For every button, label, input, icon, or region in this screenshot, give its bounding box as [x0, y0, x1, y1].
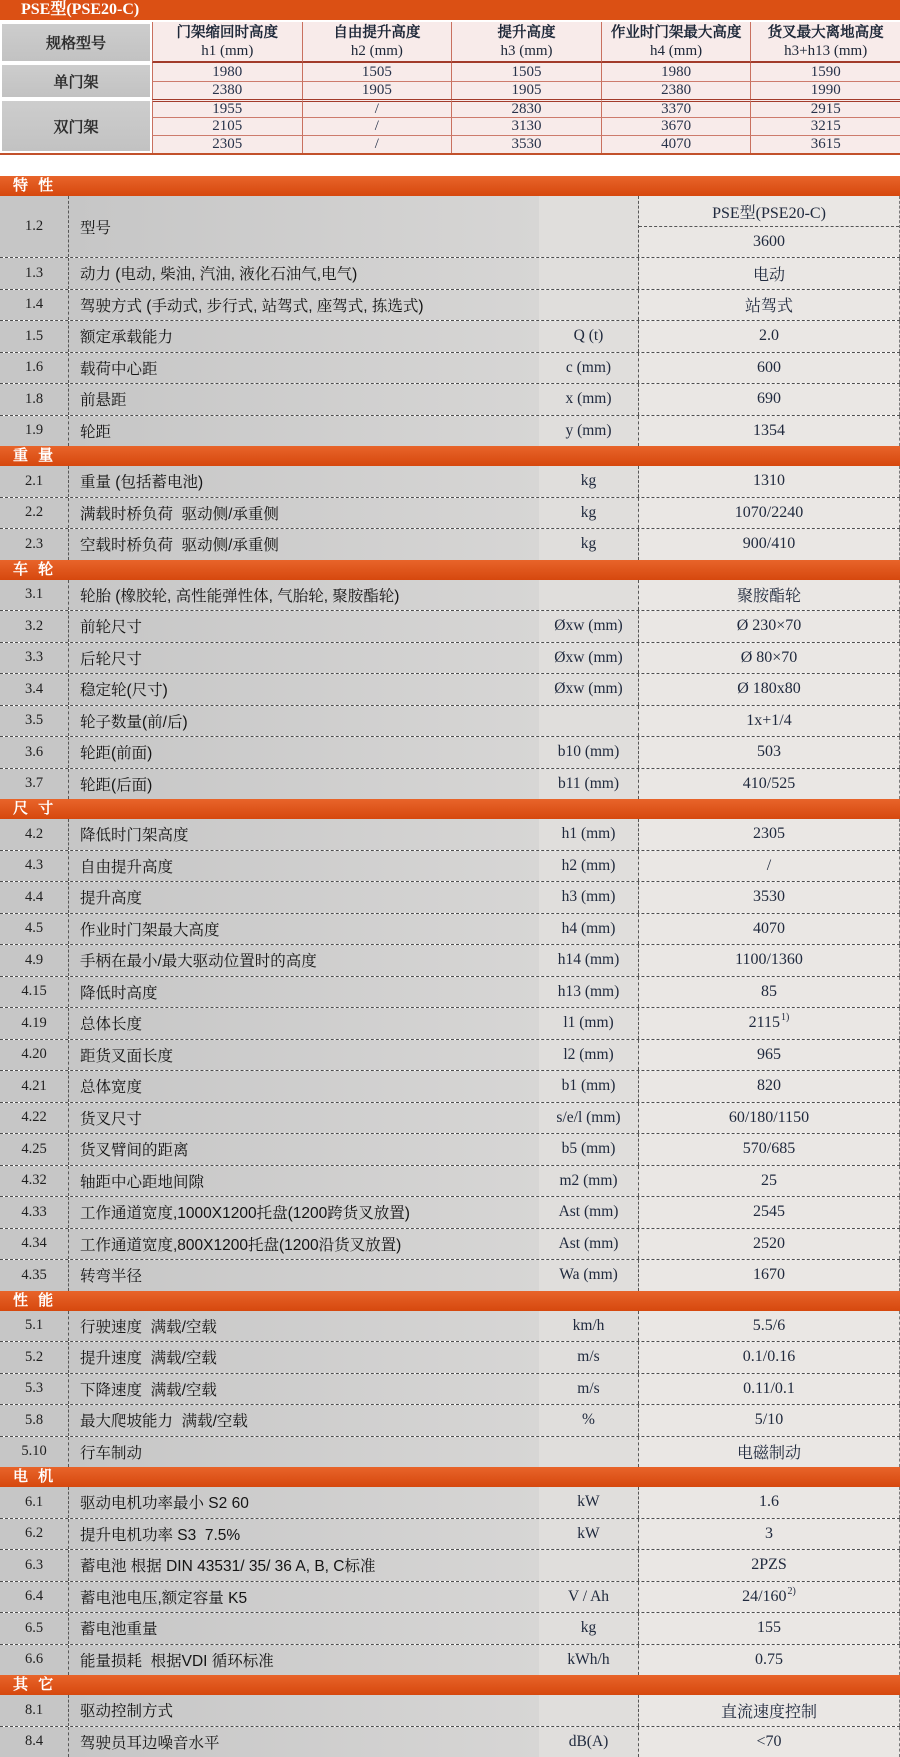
- spec-row: [0, 642, 900, 674]
- row-number: 5.1: [0, 1311, 69, 1342]
- row-value: 820: [639, 1071, 900, 1102]
- spec-row: [0, 1133, 900, 1165]
- row-number: 4.22: [0, 1103, 69, 1134]
- row-unit: V / Ah: [539, 1582, 639, 1613]
- row-number: 4.25: [0, 1134, 69, 1165]
- spec-row: [0, 1070, 900, 1102]
- row-value: 690: [639, 384, 900, 415]
- spec-row: [0, 352, 900, 384]
- row-unit: kg: [539, 466, 639, 497]
- row-value: 155: [639, 1613, 900, 1644]
- row-number: 5.8: [0, 1405, 69, 1436]
- mast-value-cell: /: [302, 135, 452, 153]
- row-unit: c (mm): [539, 353, 639, 384]
- mast-value-cell: 3670: [601, 117, 751, 135]
- row-number: 4.15: [0, 977, 69, 1008]
- row-unit: kg: [539, 1613, 639, 1644]
- row-value: 1070/2240: [639, 498, 900, 529]
- row-number: 4.35: [0, 1260, 69, 1291]
- mast-column-header-name: 门架缩回时高度: [177, 24, 279, 43]
- row-number: 5.10: [0, 1437, 69, 1468]
- row-value: 3530: [639, 882, 900, 913]
- mast-value-cell: 3530: [451, 135, 601, 153]
- row-number: 2.2: [0, 498, 69, 529]
- section-header: 重 量: [0, 446, 900, 466]
- spec-row: [0, 257, 900, 289]
- spec-row: [0, 705, 900, 737]
- row-unit: [539, 1550, 639, 1581]
- row-value: 2.0: [639, 321, 900, 352]
- model-title-bar: PSE型(PSE20-C): [0, 0, 900, 20]
- row-number: 4.33: [0, 1197, 69, 1228]
- row-value: 965: [639, 1040, 900, 1071]
- row-unit: %: [539, 1405, 639, 1436]
- row-value: /: [639, 851, 900, 882]
- mast-column-header-symbol: h3 (mm): [500, 43, 552, 60]
- spec-row: [0, 673, 900, 705]
- section-header: 电 机: [0, 1467, 900, 1487]
- spec-row: [0, 1007, 900, 1039]
- spec-row: [0, 1373, 900, 1405]
- row-label: 总体长度: [69, 1008, 539, 1039]
- row-value-line-2: 3600: [639, 226, 899, 257]
- mast-value-cell: 3215: [750, 117, 900, 135]
- row-number: 4.19: [0, 1008, 69, 1039]
- mast-value-cell: 3370: [601, 99, 751, 117]
- spec-row: [0, 415, 900, 447]
- row-unit: kW: [539, 1519, 639, 1550]
- row-unit: h13 (mm): [539, 977, 639, 1008]
- mast-column-header: [152, 22, 302, 63]
- section-header: 特 性: [0, 176, 900, 196]
- spec-row: [0, 1644, 900, 1676]
- section-header: 车 轮: [0, 560, 900, 580]
- row-label: 额定承载能力: [69, 321, 539, 352]
- row-unit: h2 (mm): [539, 851, 639, 882]
- spec-row: [0, 1487, 900, 1518]
- row-unit: h1 (mm): [539, 819, 639, 850]
- row-value: 4070: [639, 914, 900, 945]
- spec-row: [0, 1518, 900, 1550]
- row-number: 6.1: [0, 1487, 69, 1518]
- row-unit: Øxw (mm): [539, 643, 639, 674]
- row-number: 1.5: [0, 321, 69, 352]
- mast-column-header: [750, 22, 900, 63]
- section-header: 其 它: [0, 1675, 900, 1695]
- row-number: 4.20: [0, 1040, 69, 1071]
- row-value: 1.6: [639, 1487, 900, 1518]
- mast-value-cell: 1505: [451, 63, 601, 81]
- row-value: 2520: [639, 1229, 900, 1260]
- row-unit: y (mm): [539, 416, 639, 447]
- mast-value-cell: 3130: [451, 117, 601, 135]
- spec-row: [0, 580, 900, 611]
- row-label: 总体宽度: [69, 1071, 539, 1102]
- row-value: 410/525: [639, 769, 900, 800]
- row-number: 3.2: [0, 611, 69, 642]
- row-label: 蓄电池 根据 DIN 43531/ 35/ 36 A, B, C标准: [69, 1550, 539, 1581]
- row-value: 1670: [639, 1260, 900, 1291]
- row-unit: x (mm): [539, 384, 639, 415]
- row-number: 1.9: [0, 416, 69, 447]
- row-number: 5.2: [0, 1342, 69, 1373]
- mast-column-header-name: 提升高度: [497, 24, 555, 43]
- row-label: 满载时桥负荷 驱动侧/承重侧: [69, 498, 539, 529]
- spec-row: [0, 497, 900, 529]
- row-label: 驱动控制方式: [69, 1695, 539, 1726]
- row-value: 0.11/0.1: [639, 1374, 900, 1405]
- row-number: 2.3: [0, 529, 69, 560]
- row-number: 1.6: [0, 353, 69, 384]
- spec-row: [0, 1039, 900, 1071]
- row-label: 空载时桥负荷 驱动侧/承重侧: [69, 529, 539, 560]
- mast-column-header-symbol: h1 (mm): [201, 43, 253, 60]
- spec-row: [0, 1341, 900, 1373]
- spec-row: [0, 383, 900, 415]
- mast-value-cell: 2305: [152, 135, 302, 153]
- mast-column-header-name: 自由提升高度: [333, 24, 420, 43]
- row-unit: m2 (mm): [539, 1166, 639, 1197]
- mast-value-cell: 2915: [750, 99, 900, 117]
- row-number: 1.3: [0, 258, 69, 289]
- mast-value-cell: 1955: [152, 99, 302, 117]
- row-value: Ø 80×70: [639, 643, 900, 674]
- row-label: 型号: [69, 196, 539, 257]
- row-label: 载荷中心距: [69, 353, 539, 384]
- mast-value-cell: 2380: [601, 81, 751, 99]
- row-value: 1x+1/4: [639, 706, 900, 737]
- spec-row: [0, 1726, 900, 1757]
- row-label: 重量 (包括蓄电池): [69, 466, 539, 497]
- mast-value-cell: 1505: [302, 63, 452, 81]
- row-number: 1.2: [0, 196, 69, 257]
- row-unit: b1 (mm): [539, 1071, 639, 1102]
- spec-row: [0, 1165, 900, 1197]
- mast-column-header: [451, 22, 601, 63]
- row-value: 3: [639, 1519, 900, 1550]
- row-unit: Q (t): [539, 321, 639, 352]
- row-number: 4.32: [0, 1166, 69, 1197]
- row-value: 25: [639, 1166, 900, 1197]
- row-value: 2545: [639, 1197, 900, 1228]
- spec-row: [0, 1549, 900, 1581]
- spec-row: [0, 196, 900, 257]
- row-label: 降低时门架高度: [69, 819, 539, 850]
- row-number: 6.2: [0, 1519, 69, 1550]
- row-value: 503: [639, 737, 900, 768]
- row-value: 5.5/6: [639, 1311, 900, 1342]
- row-unit: Ast (mm): [539, 1229, 639, 1260]
- row-unit: Øxw (mm): [539, 611, 639, 642]
- row-label: 驾驶方式 (手动式, 步行式, 站驾式, 座驾式, 拣选式): [69, 290, 539, 321]
- spec-row: [0, 1311, 900, 1342]
- row-label: 手柄在最小/最大驱动位置时的高度: [69, 945, 539, 976]
- row-value: 1310: [639, 466, 900, 497]
- mast-column-header: [601, 22, 751, 63]
- mast-value-cell: 4070: [601, 135, 751, 153]
- row-label: 能量损耗 根据VDI 循环标准: [69, 1645, 539, 1676]
- row-value: 5/10: [639, 1405, 900, 1436]
- row-unit: kWh/h: [539, 1645, 639, 1676]
- mast-column-header-name: 货叉最大离地高度: [768, 24, 884, 43]
- row-unit: kW: [539, 1487, 639, 1518]
- row-unit: l1 (mm): [539, 1008, 639, 1039]
- row-value-line-1: PSE型(PSE20-C): [639, 196, 899, 226]
- spec-row: [0, 1404, 900, 1436]
- row-value: 2115 $^{1)}$: [639, 1008, 900, 1039]
- row-label: 驱动电机功率最小 S2 60: [69, 1487, 539, 1518]
- spec-row: [0, 1102, 900, 1134]
- row-value: Ø 180x80: [639, 674, 900, 705]
- spec-row: [0, 1228, 900, 1260]
- row-label: 提升速度 满载/空载: [69, 1342, 539, 1373]
- row-unit: l2 (mm): [539, 1040, 639, 1071]
- row-number: 6.6: [0, 1645, 69, 1676]
- row-unit: dB(A): [539, 1727, 639, 1757]
- row-value: 2PZS: [639, 1550, 900, 1581]
- row-label: 前轮尺寸: [69, 611, 539, 642]
- row-number: 8.1: [0, 1695, 69, 1726]
- mast-column-header-symbol: h3+h13 (mm): [784, 43, 867, 60]
- row-value: 电动: [639, 258, 900, 289]
- mast-value-cell: 3615: [750, 135, 900, 153]
- mast-value-cell: 1905: [451, 81, 601, 99]
- spec-row: [0, 289, 900, 321]
- mast-height-table: [0, 22, 900, 155]
- row-number: 4.9: [0, 945, 69, 976]
- row-label: 行驶速度 满载/空载: [69, 1311, 539, 1342]
- row-label: 作业时门架最大高度: [69, 914, 539, 945]
- row-unit: Wa (mm): [539, 1260, 639, 1291]
- mast-value-cell: 1980: [152, 63, 302, 81]
- row-number: 3.3: [0, 643, 69, 674]
- row-value: 24/160 $^{2)}$: [639, 1582, 900, 1613]
- mast-column-header-symbol: h2 (mm): [351, 43, 403, 60]
- row-value: 1100/1360: [639, 945, 900, 976]
- spec-row: [0, 976, 900, 1008]
- row-unit: kg: [539, 529, 639, 560]
- row-label: 蓄电池电压,额定容量 K5: [69, 1582, 539, 1613]
- row-value: 站驾式: [639, 290, 900, 321]
- row-label: 转弯半径: [69, 1260, 539, 1291]
- row-value: 1354: [639, 416, 900, 447]
- row-unit: [539, 196, 639, 257]
- row-unit: km/h: [539, 1311, 639, 1342]
- mast-value-cell: 2830: [451, 99, 601, 117]
- row-unit: Ast (mm): [539, 1197, 639, 1228]
- mast-value-cell: 1980: [601, 63, 751, 81]
- spec-row: [0, 736, 900, 768]
- mast-group-label: 单门架: [0, 63, 152, 99]
- row-unit: b11 (mm): [539, 769, 639, 800]
- row-number: 6.5: [0, 1613, 69, 1644]
- row-number: 2.1: [0, 466, 69, 497]
- mast-value-cell: 2380: [152, 81, 302, 99]
- row-label: 降低时高度: [69, 977, 539, 1008]
- spec-row: [0, 850, 900, 882]
- spec-row: [0, 1436, 900, 1468]
- row-label: 轮胎 (橡胶轮, 高性能弹性体, 气胎轮, 聚胺酯轮): [69, 580, 539, 611]
- spec-row: [0, 528, 900, 560]
- section-header: 尺 寸: [0, 799, 900, 819]
- spec-row: [0, 320, 900, 352]
- row-number: 3.5: [0, 706, 69, 737]
- row-label: 驾驶员耳边噪音水平: [69, 1727, 539, 1757]
- row-number: 4.2: [0, 819, 69, 850]
- spec-row: [0, 1259, 900, 1291]
- row-label: 行车制动: [69, 1437, 539, 1468]
- row-number: 3.1: [0, 580, 69, 611]
- spec-row: [0, 466, 900, 497]
- row-label: 距货叉面长度: [69, 1040, 539, 1071]
- row-label: 工作通道宽度,1000X1200托盘(1200跨货叉放置): [69, 1197, 539, 1228]
- row-number: 1.8: [0, 384, 69, 415]
- row-unit: [539, 580, 639, 611]
- row-number: 1.4: [0, 290, 69, 321]
- mast-value-cell: 1590: [750, 63, 900, 81]
- row-value: [639, 196, 900, 257]
- row-label: 蓄电池重量: [69, 1613, 539, 1644]
- mast-value-cell: 2105: [152, 117, 302, 135]
- spec-row: [0, 819, 900, 850]
- mast-group-label: 双门架: [0, 99, 152, 153]
- row-unit: [539, 290, 639, 321]
- row-label: 轮距: [69, 416, 539, 447]
- row-label: 前悬距: [69, 384, 539, 415]
- row-label: 轮距(前面): [69, 737, 539, 768]
- row-label: 轮子数量(前/后): [69, 706, 539, 737]
- spec-table: [0, 176, 900, 1757]
- row-value: 900/410: [639, 529, 900, 560]
- row-unit: m/s: [539, 1374, 639, 1405]
- row-unit: [539, 706, 639, 737]
- row-number: 4.4: [0, 882, 69, 913]
- row-unit: b5 (mm): [539, 1134, 639, 1165]
- row-label: 最大爬坡能力 满载/空载: [69, 1405, 539, 1436]
- mast-column-header-symbol: h4 (mm): [650, 43, 702, 60]
- section-header: 性 能: [0, 1291, 900, 1311]
- row-number: 8.4: [0, 1727, 69, 1757]
- row-value: 85: [639, 977, 900, 1008]
- row-value: 60/180/1150: [639, 1103, 900, 1134]
- row-unit: kg: [539, 498, 639, 529]
- mast-column-header: [302, 22, 452, 63]
- mast-value-cell: /: [302, 117, 452, 135]
- spec-row: [0, 768, 900, 800]
- mast-value-cell: /: [302, 99, 452, 117]
- row-value: 直流速度控制: [639, 1695, 900, 1726]
- row-label: 稳定轮(尺寸): [69, 674, 539, 705]
- spec-row: [0, 1196, 900, 1228]
- row-unit: s/e/l (mm): [539, 1103, 639, 1134]
- row-value: Ø 230×70: [639, 611, 900, 642]
- spec-row: [0, 1612, 900, 1644]
- row-label: 后轮尺寸: [69, 643, 539, 674]
- row-number: 6.3: [0, 1550, 69, 1581]
- row-value: <70: [639, 1727, 900, 1757]
- row-number: 4.5: [0, 914, 69, 945]
- row-unit: h14 (mm): [539, 945, 639, 976]
- row-number: 3.4: [0, 674, 69, 705]
- row-label: 提升高度: [69, 882, 539, 913]
- row-value: 0.75: [639, 1645, 900, 1676]
- row-number: 3.6: [0, 737, 69, 768]
- row-unit: h3 (mm): [539, 882, 639, 913]
- row-value: 570/685: [639, 1134, 900, 1165]
- spec-model-header-cell: 规格型号: [0, 22, 152, 63]
- row-value: 600: [639, 353, 900, 384]
- mast-value-cell: 1905: [302, 81, 452, 99]
- row-value: 2305: [639, 819, 900, 850]
- row-unit: [539, 1695, 639, 1726]
- row-number: 4.21: [0, 1071, 69, 1102]
- row-label: 轴距中心距地间隙: [69, 1166, 539, 1197]
- row-value: 电磁制动: [639, 1437, 900, 1468]
- row-number: 4.3: [0, 851, 69, 882]
- row-value: 0.1/0.16: [639, 1342, 900, 1373]
- row-label: 自由提升高度: [69, 851, 539, 882]
- spec-row: [0, 913, 900, 945]
- row-unit: b10 (mm): [539, 737, 639, 768]
- spec-row: [0, 881, 900, 913]
- row-unit: [539, 1437, 639, 1468]
- mast-column-header-name: 作业时门架最大高度: [611, 24, 742, 43]
- row-number: 3.7: [0, 769, 69, 800]
- row-label: 货叉尺寸: [69, 1103, 539, 1134]
- spec-row: [0, 1695, 900, 1726]
- row-label: 货叉臂间的距离: [69, 1134, 539, 1165]
- row-label: 提升电机功率 S3 7.5%: [69, 1519, 539, 1550]
- row-value: 聚胺酯轮: [639, 580, 900, 611]
- row-unit: m/s: [539, 1342, 639, 1373]
- row-number: 6.4: [0, 1582, 69, 1613]
- spec-row: [0, 944, 900, 976]
- mast-value-cell: 1990: [750, 81, 900, 99]
- row-label: 下降速度 满载/空载: [69, 1374, 539, 1405]
- row-unit: h4 (mm): [539, 914, 639, 945]
- row-unit: Øxw (mm): [539, 674, 639, 705]
- row-label: 工作通道宽度,800X1200托盘(1200沿货叉放置): [69, 1229, 539, 1260]
- row-label: 轮距(后面): [69, 769, 539, 800]
- row-number: 5.3: [0, 1374, 69, 1405]
- spec-row: [0, 610, 900, 642]
- row-unit: [539, 258, 639, 289]
- row-number: 4.34: [0, 1229, 69, 1260]
- row-label: 动力 (电动, 柴油, 汽油, 液化石油气,电气): [69, 258, 539, 289]
- spec-row: [0, 1581, 900, 1613]
